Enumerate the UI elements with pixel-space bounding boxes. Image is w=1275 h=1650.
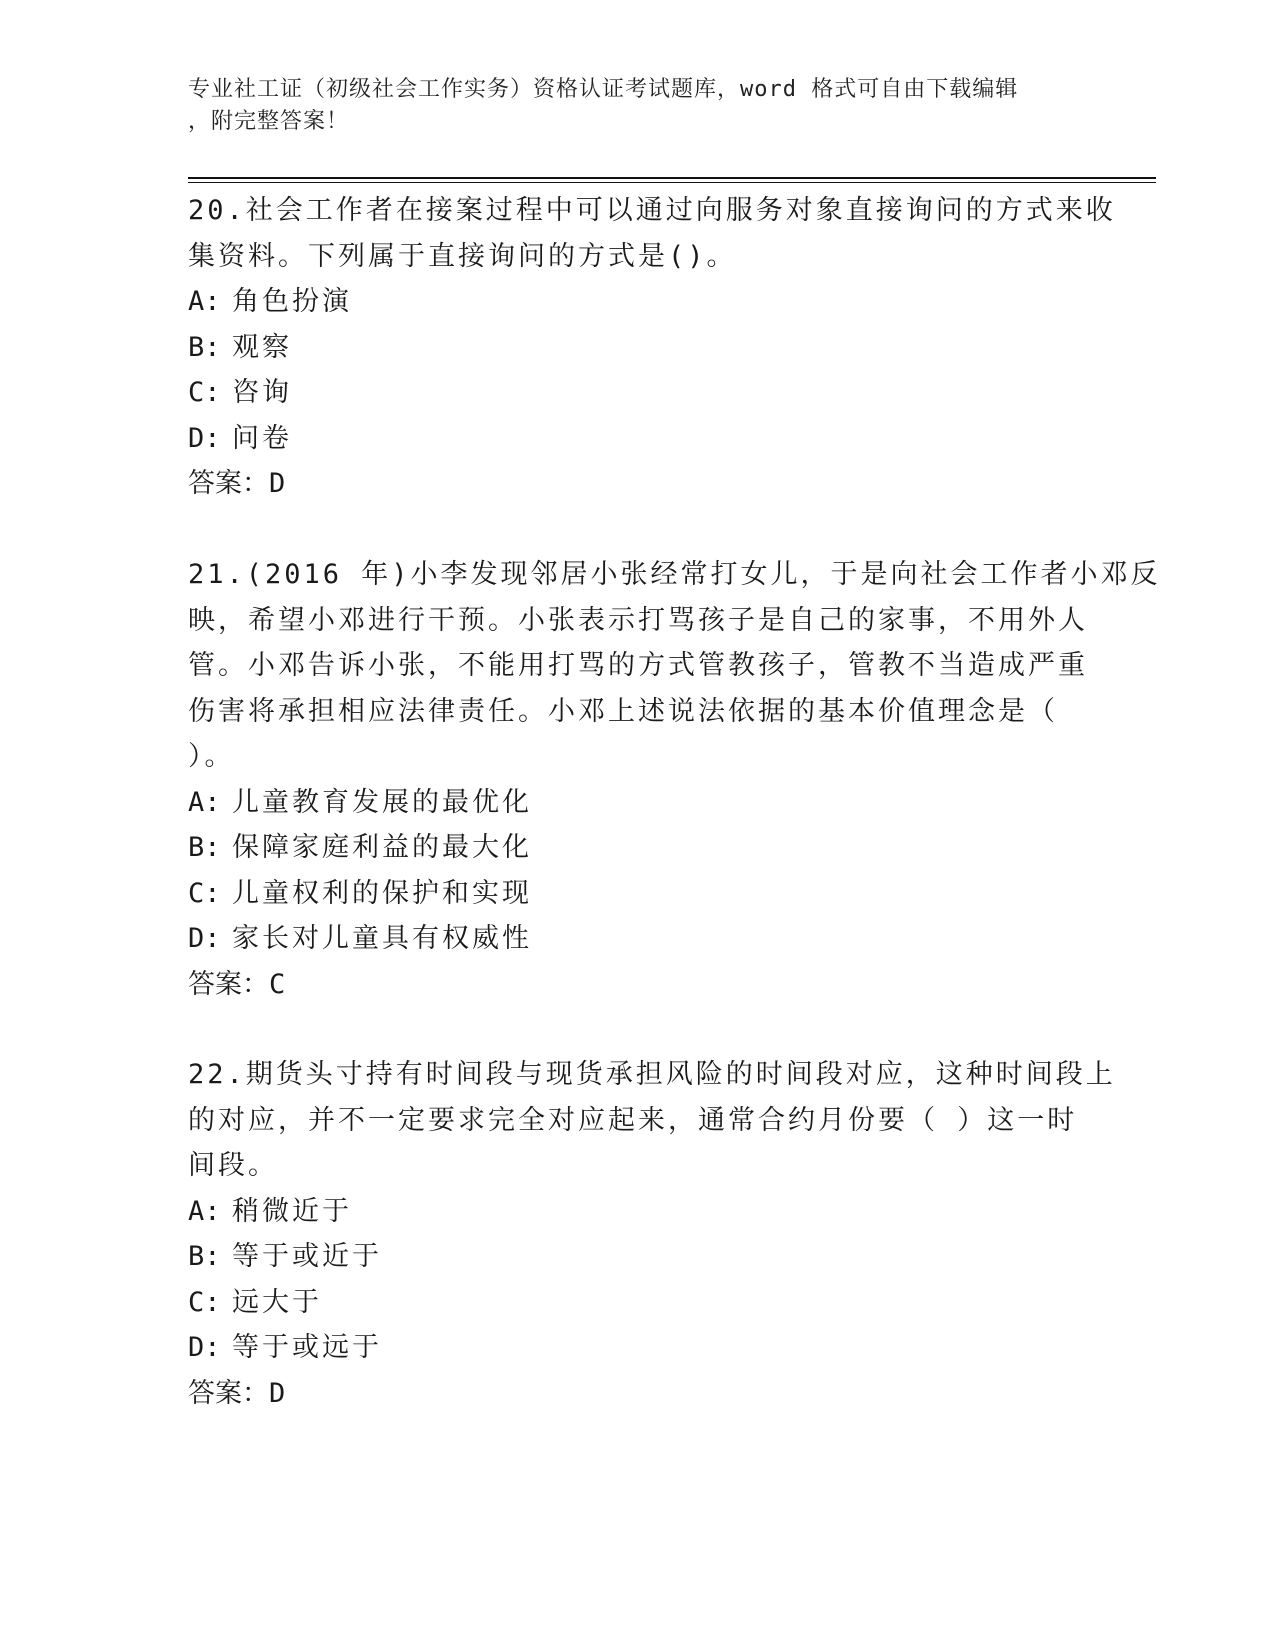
option-c xyxy=(188,370,1088,416)
option-text: 儿童教育发展的最优化 xyxy=(232,786,532,818)
option-b xyxy=(188,1234,1088,1280)
option-text: 等于或近于 xyxy=(232,1241,382,1272)
option-text: 问卷 xyxy=(232,422,292,454)
question-text-line: 20.社会工作者在接案过程中可以通过向服务对象直接询问的方式来收 xyxy=(188,195,1116,226)
option-key: C: xyxy=(188,1286,221,1318)
header-line-2: ，附完整答案！ xyxy=(188,109,350,134)
question-text-line: 间段。 xyxy=(188,1150,278,1181)
option-text: 角色扮演 xyxy=(232,286,352,317)
option-text: 稍微近于 xyxy=(232,1195,352,1227)
question-text-line: 的对应，并不一定要求完全对应起来，通常合约月份要（ ）这一时 xyxy=(188,1104,1078,1136)
question-text-line: 集资料。下列属于直接询问的方式是()。 xyxy=(188,240,737,272)
option-c xyxy=(188,1280,1088,1326)
header-divider-thin xyxy=(188,182,1156,183)
question-text-line: 21.(2016 年)小李发现邻居小张经常打女儿，于是向社会工作者小邓反 xyxy=(188,559,1161,590)
option-text: 观察 xyxy=(232,331,292,363)
option-text: 咨询 xyxy=(232,377,292,408)
option-text: 远大于 xyxy=(232,1286,322,1318)
answer-line: 答案：D xyxy=(188,468,286,499)
question-text-line: 伤害将承担相应法律责任。小邓上述说法依据的基本价值理念是（ xyxy=(188,695,1058,727)
question-text-line: 22.期货头寸持有时间段与现货承担风险的时间段对应，这种时间段上 xyxy=(188,1059,1116,1090)
answer-line: 答案：C xyxy=(188,968,286,1000)
document-header xyxy=(188,74,1068,138)
option-b xyxy=(188,325,1088,371)
question-text-line: ）。 xyxy=(188,741,235,772)
question-text-line: 映，希望小邓进行干预。小张表示打骂孩子是自己的家事，不用外人 xyxy=(188,604,1088,636)
option-d xyxy=(188,416,1088,462)
option-text: 家长对儿童具有权威性 xyxy=(232,923,532,954)
option-d xyxy=(188,916,1088,962)
option-d xyxy=(188,1325,1088,1371)
option-a xyxy=(188,780,1088,826)
option-key: B: xyxy=(188,331,221,363)
option-key: D: xyxy=(188,422,221,454)
option-key: A: xyxy=(188,286,221,317)
option-a xyxy=(188,1189,1088,1235)
option-key: A: xyxy=(188,1195,221,1227)
question-text-line: 管。小邓告诉小张，不能用打骂的方式管教孩子，管教不当造成严重 xyxy=(188,650,1088,681)
option-a xyxy=(188,279,1088,325)
option-key: B: xyxy=(188,1241,221,1272)
option-text: 保障家庭利益的最大化 xyxy=(232,832,532,863)
option-key: D: xyxy=(188,1332,221,1363)
option-text: 儿童权利的保护和实现 xyxy=(232,877,532,909)
answer-line: 答案：D xyxy=(188,1377,286,1409)
option-key: D: xyxy=(188,923,221,954)
option-c xyxy=(188,871,1088,917)
option-key: C: xyxy=(188,877,221,909)
header-line-1: 专业社工证（初级社会工作实务）资格认证考试题库，word 格式可自由下载编辑 xyxy=(188,77,1019,102)
option-key: B: xyxy=(188,832,221,863)
option-key: C: xyxy=(188,377,221,408)
option-text: 等于或远于 xyxy=(232,1332,382,1363)
question-20 xyxy=(188,188,1116,507)
question-22 xyxy=(188,1052,1116,1416)
option-key: A: xyxy=(188,786,221,818)
header-divider-thick xyxy=(188,177,1156,179)
question-21 xyxy=(188,552,1161,1007)
option-b xyxy=(188,825,1088,871)
